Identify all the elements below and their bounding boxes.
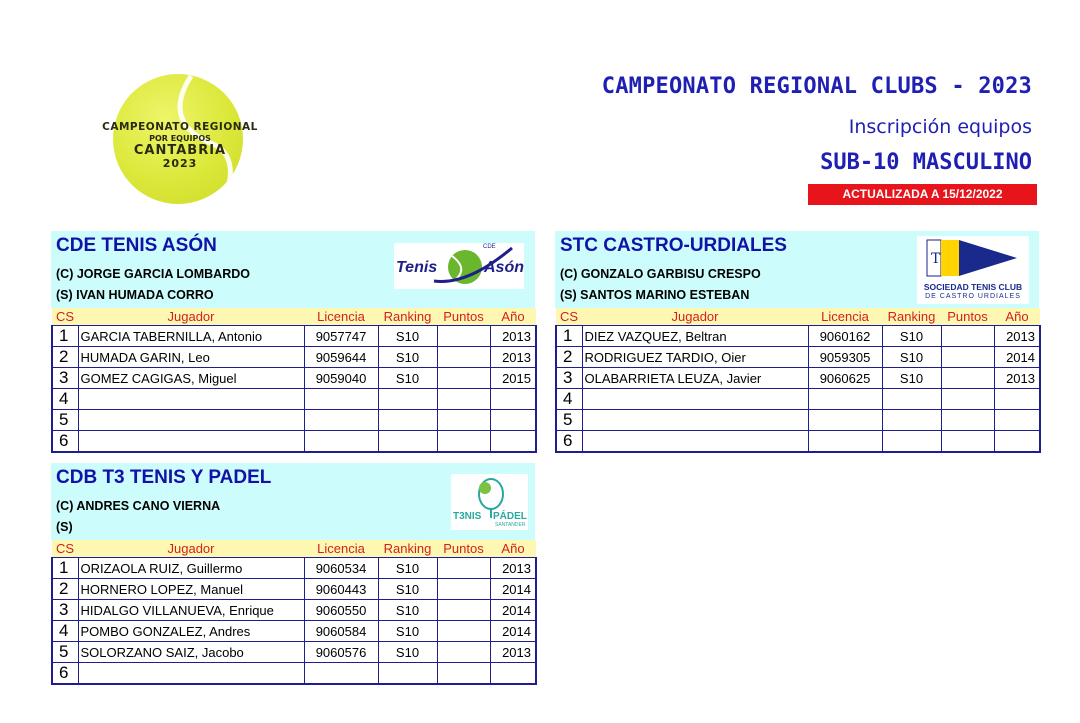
- team-captain: (C) GONZALO GARBISU CRESPO: [560, 267, 761, 281]
- cell-ranking: S10: [378, 368, 437, 389]
- cell-year: 2013: [994, 326, 1040, 347]
- col-licencia: Licencia: [808, 308, 882, 326]
- table-header-row: [556, 308, 1040, 326]
- cell-cs: 2: [52, 347, 78, 368]
- cell-year: 2015: [490, 368, 536, 389]
- cell-points: [437, 600, 490, 621]
- club-logo-text-a: Tenis: [396, 259, 438, 276]
- cell-player: [78, 389, 304, 410]
- club-logo-text-small: SANTANDER: [495, 522, 526, 528]
- cell-year: 2014: [490, 579, 536, 600]
- table-row: [52, 579, 536, 600]
- cell-points: [437, 347, 490, 368]
- club-logo: [394, 243, 524, 289]
- col-jugador: Jugador: [78, 308, 304, 326]
- cell-license: 9060550: [304, 600, 378, 621]
- cell-license: [304, 389, 378, 410]
- table-row: [52, 410, 536, 431]
- col-puntos: Puntos: [941, 308, 994, 326]
- cell-cs: 2: [556, 347, 582, 368]
- table-row: [52, 663, 536, 685]
- cell-year: [490, 431, 536, 453]
- table-row: [52, 431, 536, 453]
- cell-cs: 5: [556, 410, 582, 431]
- cell-cs: 4: [52, 389, 78, 410]
- table-header-row: [52, 540, 536, 558]
- club-logo-text-small: CDE: [483, 244, 496, 250]
- cell-ranking: S10: [378, 347, 437, 368]
- club-logo: [917, 236, 1029, 304]
- cell-license: [808, 389, 882, 410]
- cell-player: GARCIA TABERNILLA, Antonio: [78, 326, 304, 347]
- table-row: [556, 326, 1040, 347]
- cell-points: [437, 326, 490, 347]
- cell-ranking: S10: [882, 368, 941, 389]
- table-row: [556, 347, 1040, 368]
- cell-year: 2013: [490, 642, 536, 663]
- cell-year: 2013: [490, 326, 536, 347]
- cell-points: [437, 663, 490, 685]
- cell-ranking: S10: [882, 326, 941, 347]
- cell-ranking: S10: [378, 579, 437, 600]
- category-title: SUB-10 MASCULINO: [820, 150, 1032, 175]
- cell-player: [582, 389, 808, 410]
- cell-cs: 6: [52, 431, 78, 453]
- cell-points: [941, 326, 994, 347]
- team-substitute: (S) SANTOS MARINO ESTEBAN: [560, 288, 750, 302]
- cell-ranking: [378, 410, 437, 431]
- table-row: [556, 389, 1040, 410]
- cell-ranking: S10: [378, 558, 437, 579]
- table-row: [556, 410, 1040, 431]
- cell-ranking: [882, 389, 941, 410]
- table-row: [52, 621, 536, 642]
- cell-player: [78, 410, 304, 431]
- club-logo: [451, 474, 528, 530]
- table-row: [556, 431, 1040, 453]
- cell-player: OLABARRIETA LEUZA, Javier: [582, 368, 808, 389]
- cell-license: 9057747: [304, 326, 378, 347]
- cell-year: [490, 663, 536, 685]
- team-captain: (C) ANDRES CANO VIERNA: [56, 499, 221, 513]
- cell-year: 2014: [490, 600, 536, 621]
- cell-cs: 6: [52, 663, 78, 685]
- cell-license: [304, 431, 378, 453]
- cell-player: DIEZ VAZQUEZ, Beltran: [582, 326, 808, 347]
- cell-points: [437, 558, 490, 579]
- cell-points: [941, 368, 994, 389]
- col-ranking: Ranking: [378, 308, 437, 326]
- cell-year: [490, 389, 536, 410]
- table-row: [52, 600, 536, 621]
- col-cs: CS: [52, 308, 78, 326]
- cell-year: [490, 410, 536, 431]
- roster-table: [51, 308, 537, 453]
- cell-license: 9060584: [304, 621, 378, 642]
- cell-player: HORNERO LOPEZ, Manuel: [78, 579, 304, 600]
- team-block: [555, 231, 1039, 453]
- logo-line-2: POR EQUIPOS: [149, 133, 211, 143]
- pennant-flag-icon: [917, 236, 1029, 280]
- cell-license: 9059040: [304, 368, 378, 389]
- cell-points: [437, 621, 490, 642]
- cell-points: [941, 389, 994, 410]
- table-row: [52, 389, 536, 410]
- col-licencia: Licencia: [304, 540, 378, 558]
- cell-year: 2013: [490, 558, 536, 579]
- cell-player: RODRIGUEZ TARDIO, Oier: [582, 347, 808, 368]
- updated-badge: ACTUALIZADA A 15/12/2022: [808, 184, 1037, 205]
- club-logo-text-a: T3NIS: [453, 511, 482, 522]
- cell-ranking: [378, 389, 437, 410]
- cell-ranking: S10: [378, 600, 437, 621]
- cell-license: 9060443: [304, 579, 378, 600]
- cell-cs: 1: [52, 558, 78, 579]
- col-jugador: Jugador: [78, 540, 304, 558]
- cell-license: 9060576: [304, 642, 378, 663]
- cell-ranking: S10: [378, 642, 437, 663]
- club-logo-text-b: PÁDEL: [493, 511, 527, 522]
- table-row: [52, 326, 536, 347]
- cell-cs: 3: [52, 600, 78, 621]
- table-header-row: [52, 308, 536, 326]
- cell-license: [304, 410, 378, 431]
- team-block: [51, 463, 535, 685]
- table-row: [52, 558, 536, 579]
- club-logo-text-a: SOCIEDAD TENIS CLUB: [923, 282, 1023, 292]
- cell-cs: 5: [52, 410, 78, 431]
- table-row: [52, 642, 536, 663]
- cell-player: HUMADA GARIN, Leo: [78, 347, 304, 368]
- col-ano: Año: [490, 540, 536, 558]
- cell-license: 9060625: [808, 368, 882, 389]
- cell-year: [994, 410, 1040, 431]
- cell-cs: 4: [52, 621, 78, 642]
- table-row: [52, 368, 536, 389]
- cell-points: [941, 410, 994, 431]
- cell-player: POMBO GONZALEZ, Andres: [78, 621, 304, 642]
- cell-player: [582, 431, 808, 453]
- team-header: [51, 231, 535, 308]
- team-block: [51, 231, 535, 453]
- cell-license: 9059305: [808, 347, 882, 368]
- page-title: CAMPEONATO REGIONAL CLUBS - 2023: [601, 74, 1032, 99]
- team-header: [555, 231, 1039, 308]
- cell-points: [437, 642, 490, 663]
- svg-text:T: T: [931, 251, 941, 267]
- cell-player: [582, 410, 808, 431]
- cell-points: [437, 389, 490, 410]
- cell-cs: 1: [52, 326, 78, 347]
- cell-points: [437, 579, 490, 600]
- col-cs: CS: [556, 308, 582, 326]
- cell-year: [994, 431, 1040, 453]
- cell-license: [808, 410, 882, 431]
- team-header: [51, 463, 535, 540]
- cell-points: [437, 431, 490, 453]
- team-substitute: (S): [56, 520, 73, 534]
- cell-year: 2014: [994, 347, 1040, 368]
- cell-cs: 3: [52, 368, 78, 389]
- col-puntos: Puntos: [437, 540, 490, 558]
- roster-table: [51, 540, 537, 685]
- cell-points: [437, 368, 490, 389]
- cell-points: [941, 431, 994, 453]
- cell-ranking: S10: [882, 347, 941, 368]
- col-ano: Año: [994, 308, 1040, 326]
- cell-cs: 1: [556, 326, 582, 347]
- col-jugador: Jugador: [582, 308, 808, 326]
- cell-cs: 5: [52, 642, 78, 663]
- cell-player: SOLORZANO SAIZ, Jacobo: [78, 642, 304, 663]
- cell-points: [941, 347, 994, 368]
- col-cs: CS: [52, 540, 78, 558]
- cell-cs: 3: [556, 368, 582, 389]
- logo-line-1: CAMPEONATO REGIONAL: [102, 121, 258, 133]
- table-row: [52, 347, 536, 368]
- team-substitute: (S) IVAN HUMADA CORRO: [56, 288, 214, 302]
- cell-ranking: [882, 410, 941, 431]
- roster-table: [555, 308, 1041, 453]
- cell-year: 2013: [994, 368, 1040, 389]
- logo-line-3: CANTABRIA: [133, 142, 227, 158]
- col-ano: Año: [490, 308, 536, 326]
- team-name: STC CASTRO-URDIALES: [560, 235, 787, 256]
- tournament-logo-text: [90, 122, 270, 169]
- cell-player: ORIZAOLA RUIZ, Guillermo: [78, 558, 304, 579]
- cell-cs: 2: [52, 579, 78, 600]
- cell-cs: 6: [556, 431, 582, 453]
- cell-points: [437, 410, 490, 431]
- team-name: CDE TENIS ASÓN: [56, 235, 217, 256]
- cell-player: [78, 663, 304, 685]
- team-name: CDB T3 TENIS Y PADEL: [56, 467, 272, 488]
- cell-ranking: [378, 431, 437, 453]
- cell-year: 2014: [490, 621, 536, 642]
- cell-license: [808, 431, 882, 453]
- col-licencia: Licencia: [304, 308, 378, 326]
- page-subtitle: Inscripción equipos: [848, 116, 1032, 138]
- club-logo-text-b: DE CASTRO URDIALES: [925, 293, 1021, 300]
- cell-ranking: S10: [378, 326, 437, 347]
- col-ranking: Ranking: [882, 308, 941, 326]
- cell-cs: 4: [556, 389, 582, 410]
- table-row: [556, 368, 1040, 389]
- cell-ranking: [882, 431, 941, 453]
- cell-license: 9060534: [304, 558, 378, 579]
- cell-player: HIDALGO VILLANUEVA, Enrique: [78, 600, 304, 621]
- cell-year: [994, 389, 1040, 410]
- cell-license: 9060162: [808, 326, 882, 347]
- cell-player: [78, 431, 304, 453]
- club-logo-text-b: Asón: [484, 259, 524, 276]
- cell-player: GOMEZ CAGIGAS, Miguel: [78, 368, 304, 389]
- logo-line-4: 2023: [162, 156, 198, 170]
- col-puntos: Puntos: [437, 308, 490, 326]
- col-ranking: Ranking: [378, 540, 437, 558]
- cell-year: 2013: [490, 347, 536, 368]
- cell-ranking: [378, 663, 437, 685]
- team-captain: (C) JORGE GARCIA LOMBARDO: [56, 267, 250, 281]
- cell-ranking: S10: [378, 621, 437, 642]
- cell-license: 9059644: [304, 347, 378, 368]
- cell-license: [304, 663, 378, 685]
